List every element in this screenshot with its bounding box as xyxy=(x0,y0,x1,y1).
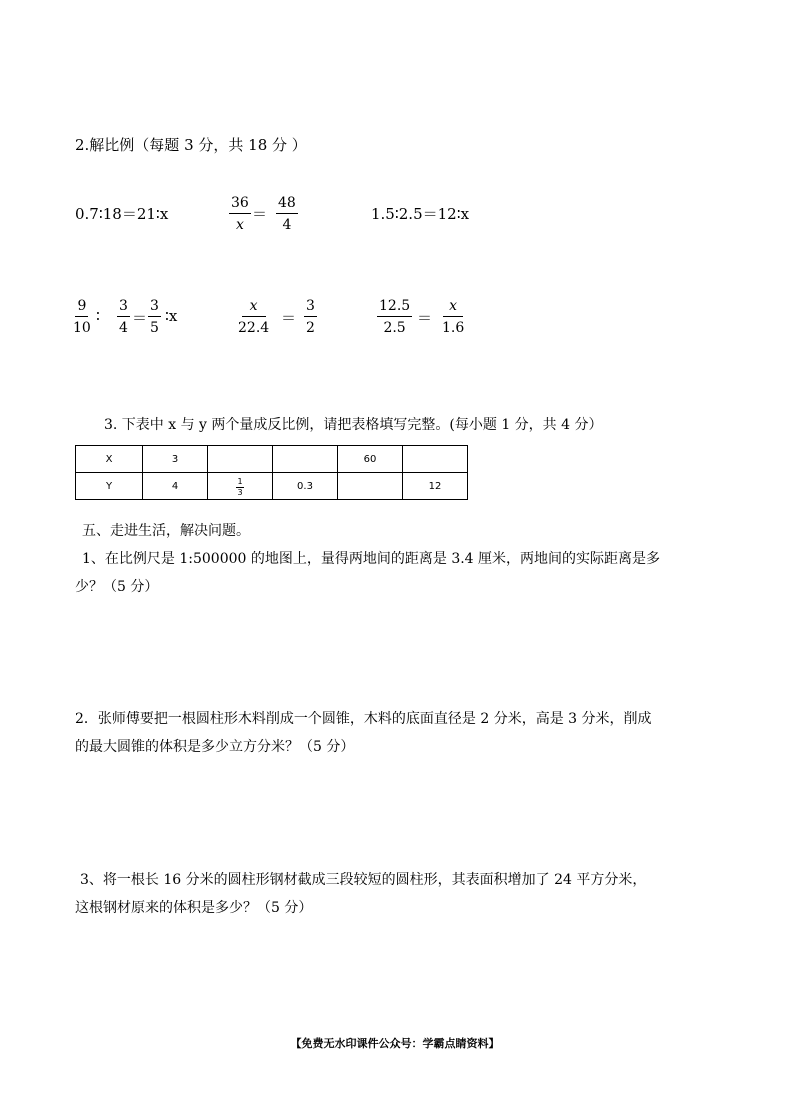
table-cell: 4 xyxy=(143,473,208,500)
table-cell: 0.3 xyxy=(273,473,338,500)
question1-line2: 少？（5 分） xyxy=(75,579,159,595)
fraction-numerator: 36 xyxy=(229,196,251,214)
table-cell: 12 xyxy=(403,473,468,500)
table-cell: 3 xyxy=(143,446,208,473)
fraction-denominator: 4 xyxy=(282,217,292,233)
question2-line1: 2．张师傅要把一根圆柱形木料削成一个圆锥，木料的底面直径是 2 分米，高是 3 分米，削成 xyxy=(75,711,652,727)
fraction-numerator: 12.5 xyxy=(377,299,412,317)
fraction-denominator: 2 xyxy=(306,320,315,336)
fraction-denominator: 1.6 xyxy=(442,320,465,336)
fraction-x-over-22-4 xyxy=(238,299,269,335)
fraction-numerator: 3 xyxy=(117,299,130,317)
table-cell[interactable] xyxy=(338,473,403,500)
table-cell: X xyxy=(76,446,143,473)
section2-title: 2.解比例（每题 3 分，共 18 分 ） xyxy=(75,136,307,154)
fraction-12-5-over-2-5 xyxy=(377,299,412,335)
fraction-3-over-5 xyxy=(148,299,161,335)
question1-line1: 1、在比例尺是 1:500000 的地图上，量得两地间的距离是 3.4 厘米，两地间的实际距离是多 xyxy=(82,551,661,567)
section3-title: 3. 下表中 x 与 y 两个量成反比例，请把表格填写完整。(每小题 1 分，共 4 分） xyxy=(104,417,603,433)
fraction-9-over-10 xyxy=(73,299,91,335)
question3-line1: 3、将一根长 16 分米的圆柱形钢材截成三段较短的圆柱形，其表面积增加了 24 平方分米， xyxy=(80,872,647,888)
small-fraction xyxy=(236,478,243,497)
ratio-colon: ∶ xyxy=(96,307,100,325)
inverse-proportion-table xyxy=(75,445,468,500)
fraction-3-over-4 xyxy=(117,299,130,335)
fraction-x-over-1-6 xyxy=(442,299,464,335)
fraction-denominator: x xyxy=(235,217,244,233)
equals-sign: ＝ xyxy=(252,205,268,223)
table-row-x xyxy=(76,446,468,473)
fraction-numerator: x xyxy=(242,299,266,317)
fraction-denominator: 5 xyxy=(150,320,159,336)
fraction-denominator: 22.4 xyxy=(238,320,270,336)
table-cell-fraction xyxy=(208,473,273,500)
question3-line2: 这根钢材原来的体积是多少？（5 分） xyxy=(75,900,313,916)
ratio-tail: ∶x xyxy=(165,307,178,325)
equation-3: 1.5∶2.5＝12∶x xyxy=(371,205,470,223)
equals-sign: ＝ xyxy=(281,309,297,327)
fraction-3-over-2 xyxy=(304,299,317,335)
fraction-numerator: 48 xyxy=(276,196,298,214)
fraction-numerator: 9 xyxy=(75,299,88,317)
table-cell[interactable] xyxy=(403,446,468,473)
table-cell[interactable] xyxy=(273,446,338,473)
small-fraction-denominator: 3 xyxy=(237,487,243,497)
fraction-36-over-x xyxy=(229,196,251,232)
table-row-y xyxy=(76,473,468,500)
small-fraction-numerator: 1 xyxy=(237,476,243,486)
table-cell[interactable] xyxy=(208,446,273,473)
fraction-denominator: 2.5 xyxy=(383,320,406,336)
footer-note: 【免费无水印课件公众号：学霸点睛资料】 xyxy=(290,1037,500,1050)
fraction-denominator: 4 xyxy=(119,320,128,336)
table-cell: Y xyxy=(76,473,143,500)
question2-line2: 的最大圆锥的体积是多少立方分米？（5 分） xyxy=(75,739,355,755)
fraction-denominator: 10 xyxy=(73,320,91,336)
fraction-48-over-4 xyxy=(276,196,298,232)
fraction-numerator: x xyxy=(443,299,463,317)
fraction-numerator: 3 xyxy=(148,299,161,317)
fraction-numerator: 3 xyxy=(304,299,317,317)
equals-sign: ＝ xyxy=(417,309,433,327)
section5-title: 五、走进生活，解决问题。 xyxy=(82,523,250,539)
table-cell: 60 xyxy=(338,446,403,473)
equals-sign: ＝ xyxy=(132,309,148,327)
equation-1: 0.7∶18＝21∶x xyxy=(75,205,169,223)
